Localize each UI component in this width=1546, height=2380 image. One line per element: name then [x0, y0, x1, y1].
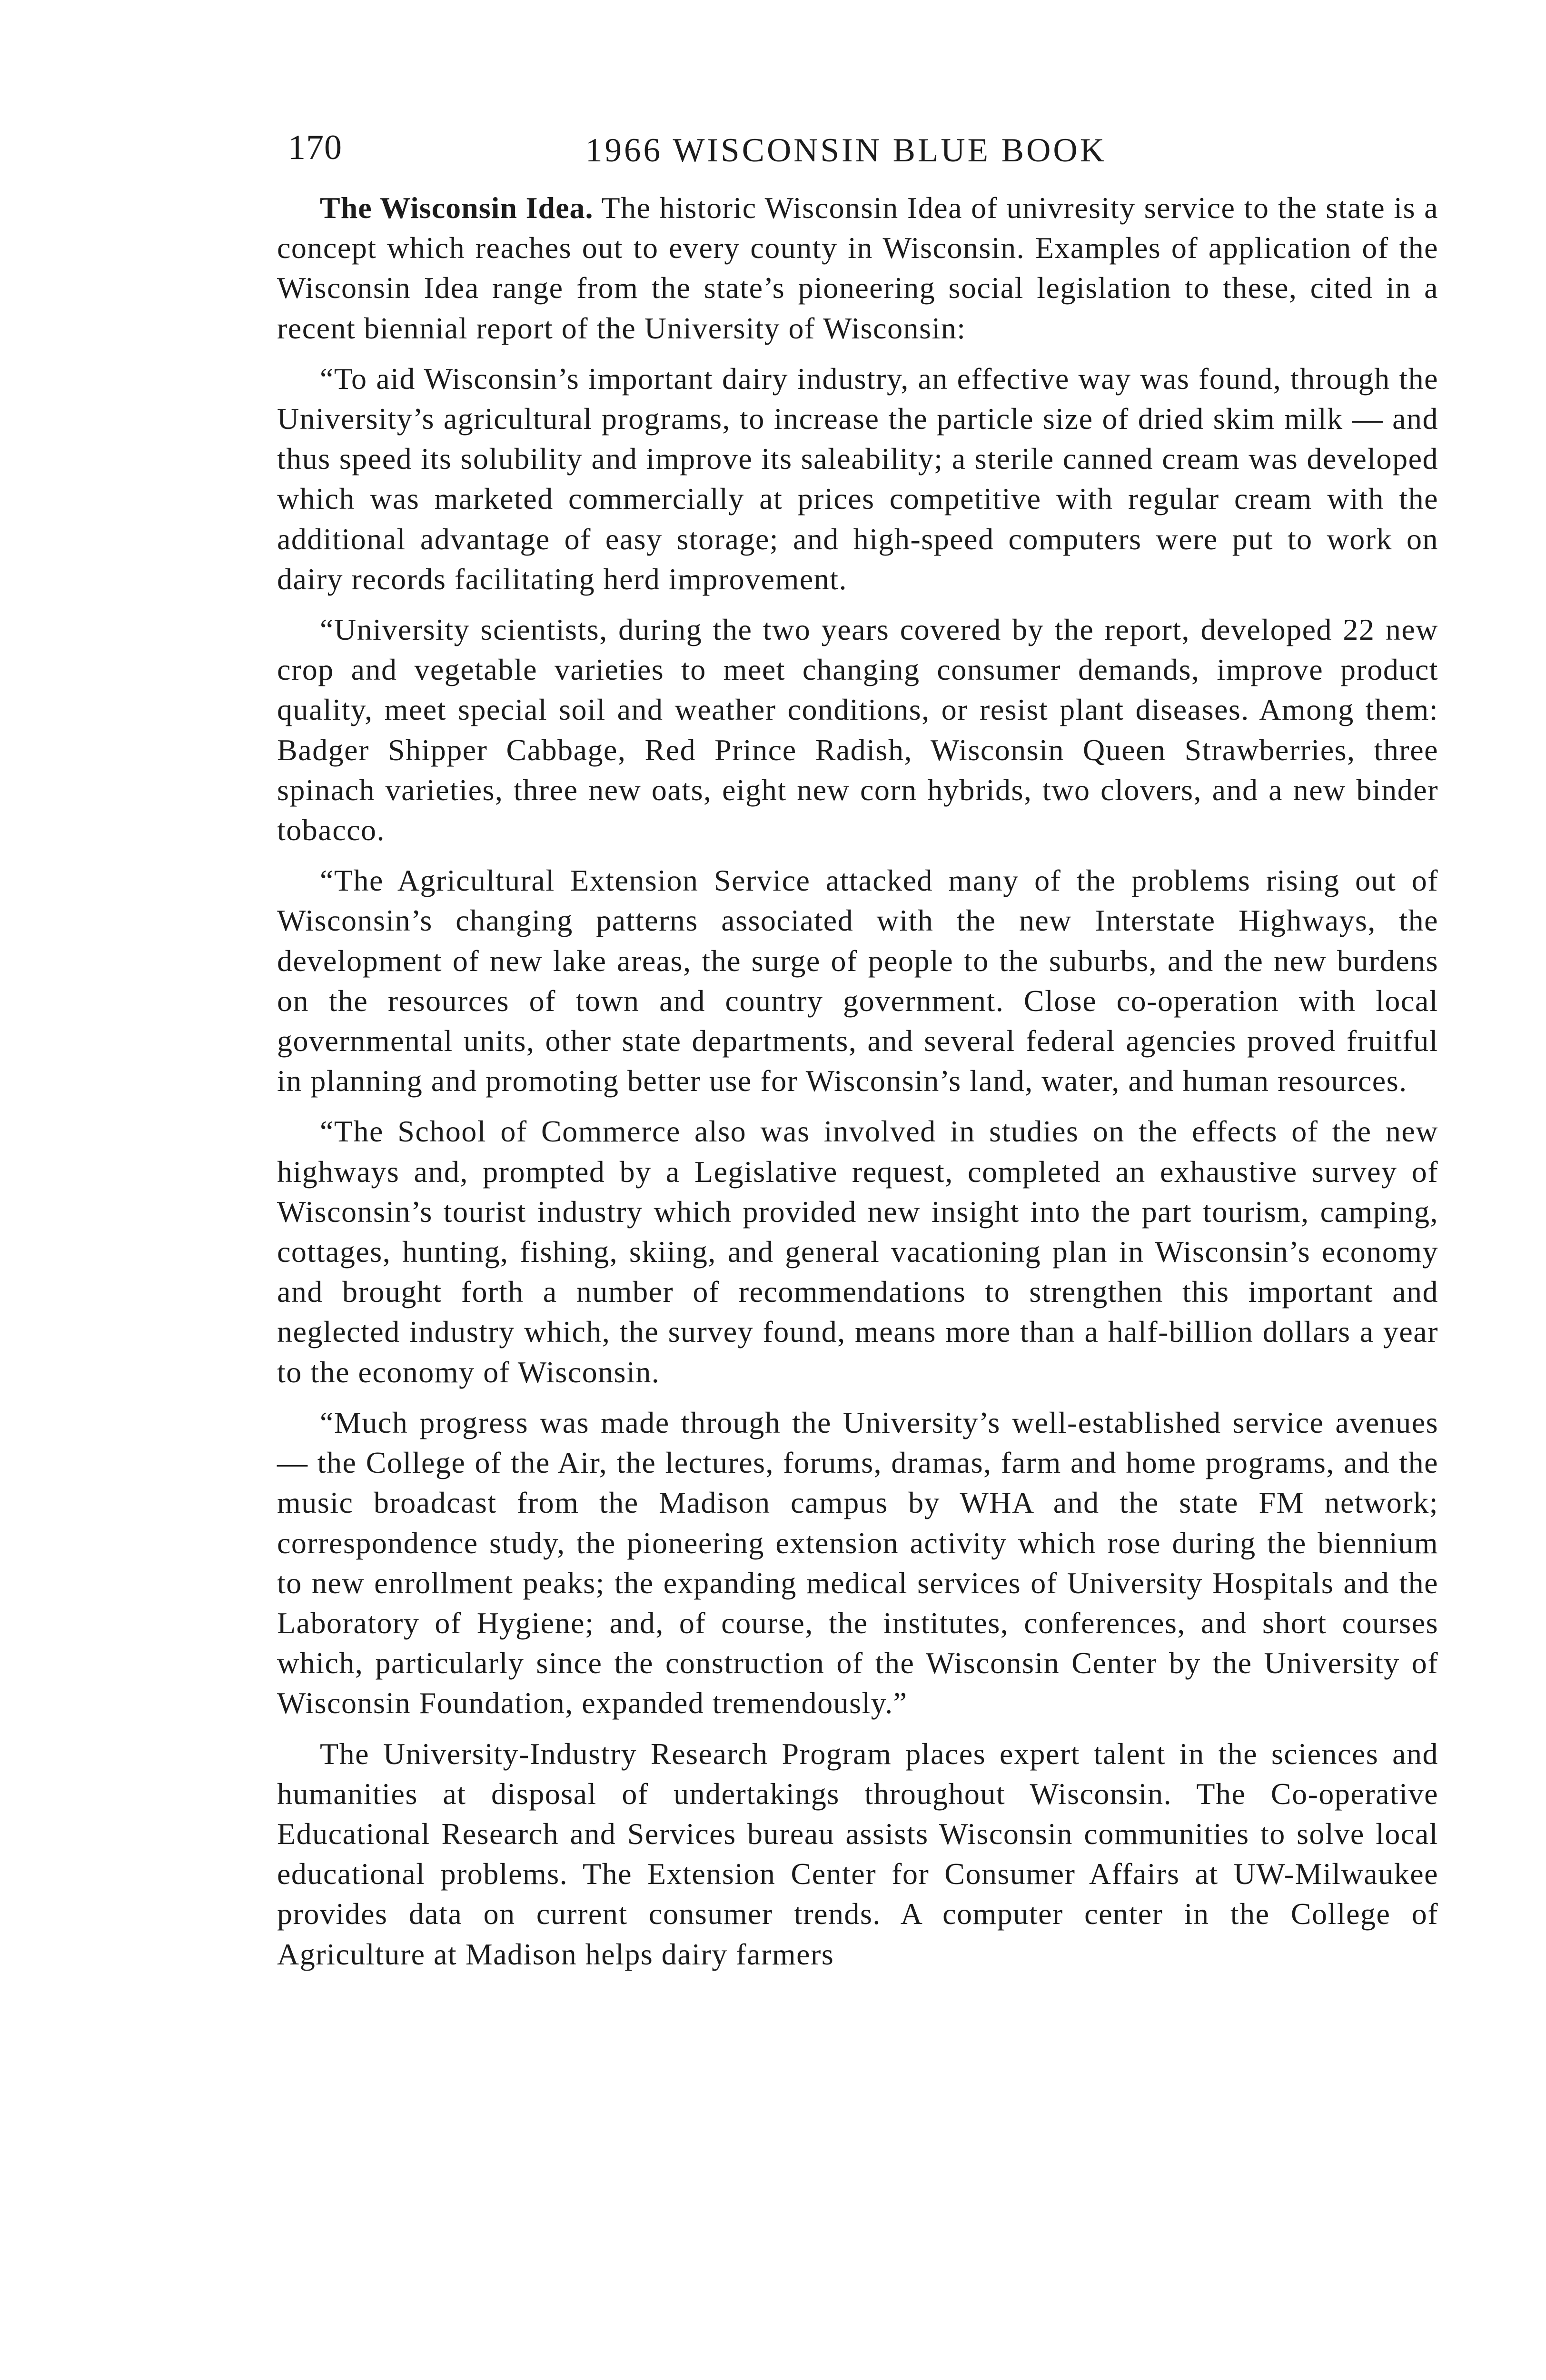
- paragraph-quote-extension: “The Agricultural Extension Service attacked many of the problems rising out of Wisconsin’s changing patterns associated with the new Interstate Highways, the development of new lake areas, the surge of people to the suburbs, and the new burdens on the resources of town and country government. Close co-operation with local governmental units, other state departments, and several federal agencies proved fruitful in planning and promoting better use for Wisconsin’s land, water, and human resources.: [277, 863, 1438, 1098]
- paragraph-quote-services: “Much progress was made through the University’s well-established service avenues — the College of the Air, the lectures, forums, dramas, farm and home programs, and the music broadcast from the Madison campus by WHA and the state FM network; correspondence study, the pioneering extension activity which rose during the biennium to new enrollment peaks; the expanding medical services of University Hospitals and the Laboratory of Hygiene; and, of course, the institutes, conferences, and short courses which, particularly since the construction of the Wisconsin Center by the University of Wisconsin Foundation, expanded tremendously.”: [277, 1405, 1438, 1720]
- paragraph-quote-crops: “University scientists, during the two years covered by the report, developed 22 new crop and vegetable varieties to meet changing consumer demands, improve product quality, meet special soil and weather conditions, or resist plant diseases. Among them: Badger Shipper Cabbage, Red Prince Radish, Wisconsin Queen Strawberries, three spinach varieties, three new oats, eight new corn hybrids, two clovers, and a new binder tobacco.: [277, 613, 1438, 847]
- run-in-heading: The Wisconsin Idea.: [320, 191, 594, 225]
- paragraph-research-program: The University-Industry Research Program places expert talent in the sciences and humanities at disposal of undertakings throughout Wisconsin. The Co-operative Educational Research and Services bureau assists Wisconsin communities to solve local educational problems. The Extension Center for Consumer Affairs at UW-Milwaukee provides data on current consumer trends. A computer center in the College of Agriculture at Madison helps dairy farmers: [277, 1736, 1438, 1971]
- paragraph-wisconsin-idea-intro: [277, 188, 1438, 348]
- article-body: [277, 188, 1438, 1985]
- running-title: 1966 WISCONSIN BLUE BOOK: [585, 132, 1107, 169]
- paragraph-quote-dairy: “To aid Wisconsin’s important dairy industry, an effective way was found, through the University’s agricultural programs, to increase the particle size of dried skim milk — and thus speed its solubility and improve its saleability; a sterile canned cream was developed which was marketed commercially at prices competitive with regular cream with the additional advantage of easy storage; and high-speed computers were put to work on dairy records facilitating herd improvement.: [277, 361, 1438, 596]
- paragraph-text: The historic Wisconsin Idea of univresity service to the state is a concept which reaches out to every county in Wisconsin. Examples of application of the Wisconsin Idea range from the state’s pioneering social legislation to these, cited in a recent biennial report of the University of Wisconsin:: [277, 191, 1439, 345]
- paragraph-quote-commerce: “The School of Commerce also was involved in studies on the effects of the new highways and, prompted by a Legislative request, completed an exhaustive survey of Wisconsin’s tourist industry which provided new insight into the part tourism, camping, cottages, hunting, fishing, skiing, and general vacationing plan in Wisconsin’s economy and brought forth a number of recommendations to strengthen this important and neglected industry which, the survey found, means more than a half-billion dollars a year to the economy of Wisconsin.: [277, 1114, 1438, 1389]
- page-number: 170: [288, 128, 342, 167]
